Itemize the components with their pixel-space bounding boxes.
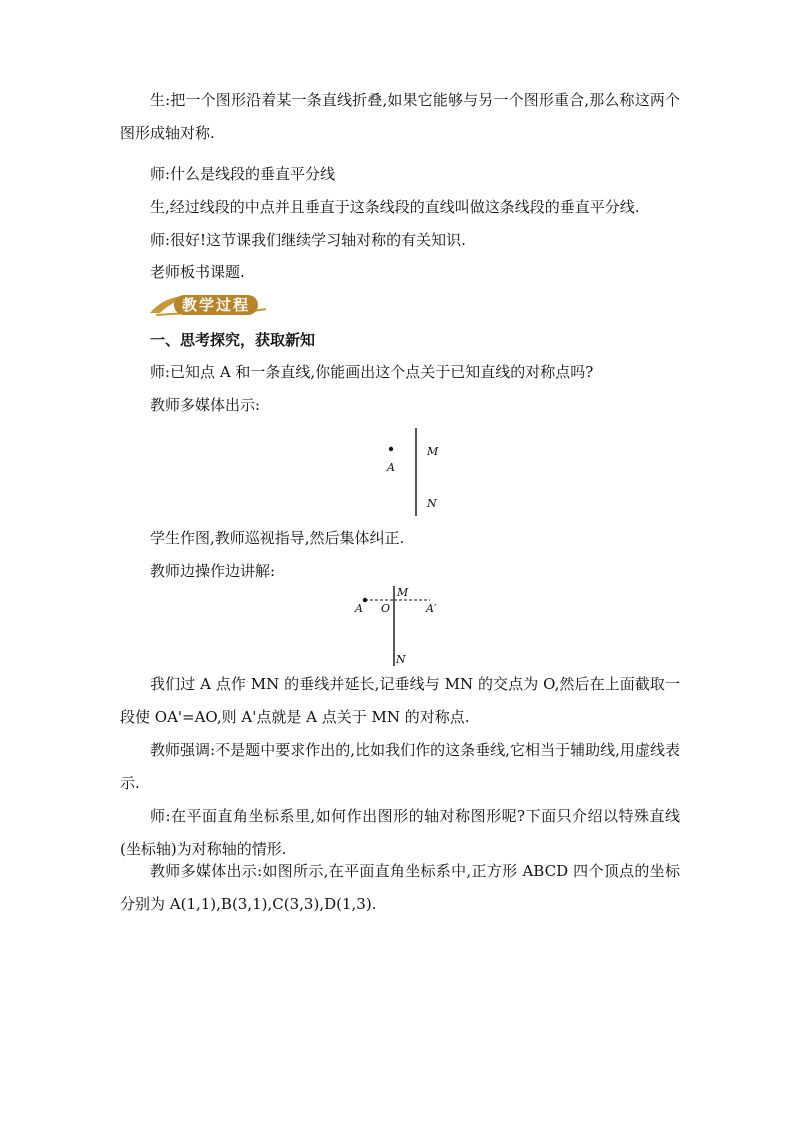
paragraph-construction-steps: 我们过 A 点作 MN 的垂线并延长,记垂线与 MN 的交点为 O,然后在上面截取一段使 OA'=AO,则 A'点就是 A 点关于 MN 的对称点. [120,675,680,726]
figure-point-and-line [380,424,460,520]
figure2-label-a-prime: A′ [426,602,437,615]
paragraph-teacher-intro: 师:很好!这节课我们继续学习轴对称的有关知识. [150,231,466,249]
figure2-point-a [363,598,367,602]
figure1-label-m: M [427,445,439,458]
paragraph-student-definition: 生:把一个图形沿着某一条直线折叠,如果它能够与另一个图形重合,那么称这两个图形成轴对称. [120,91,680,142]
paragraph-teacher-explain: 教师边操作边讲解: [150,562,276,580]
paragraph-student-answer: 生,经过线段的中点并且垂直于这条线段的直线叫做这条线段的垂直平分线. [150,198,640,216]
figure2-label-m: M [397,586,409,599]
figure1-point-a [389,447,393,451]
paragraph-student-drawing: 学生作图,教师巡视指导,然后集体纠正. [150,529,405,547]
paragraph-coordinate-question: 师:在平面直角坐标系里,如何作出图形的轴对称图形呢?下面只介绍以特殊直线(坐标轴)为对称轴的情形. [120,807,680,858]
section-heading: 一、思考探究，获取新知 [150,331,316,349]
paragraph-teacher-emphasis: 教师强调:不是题中要求作出的,比如我们作的这条垂线,它相当于辅助线,用虚线表示. [120,741,680,792]
banner-label: 教学过程 [174,295,258,315]
paragraph-board-title: 老师板书课题. [150,263,245,281]
figure1-label-a: A [387,461,395,474]
figure-reflection-construction [350,584,460,670]
figure2-label-o: O [381,602,391,615]
figure2-label-n: N [396,653,406,666]
paragraph-multimedia-square: 教师多媒体出示:如图所示,在平面直角坐标系中,正方形 ABCD 四个顶点的坐标分别为 A(1,1),B(3,1),C(3,3),D(1,3). [120,862,680,913]
paragraph-teacher-task: 师:已知点 A 和一条直线,你能画出这个点关于已知直线的对称点吗? [150,363,594,381]
figure2-label-a: A [355,602,363,615]
paragraph-teacher-question: 师:什么是线段的垂直平分线 [150,165,336,183]
figure1-label-n: N [427,497,437,510]
paragraph-multimedia-1: 教师多媒体出示: [150,396,261,414]
